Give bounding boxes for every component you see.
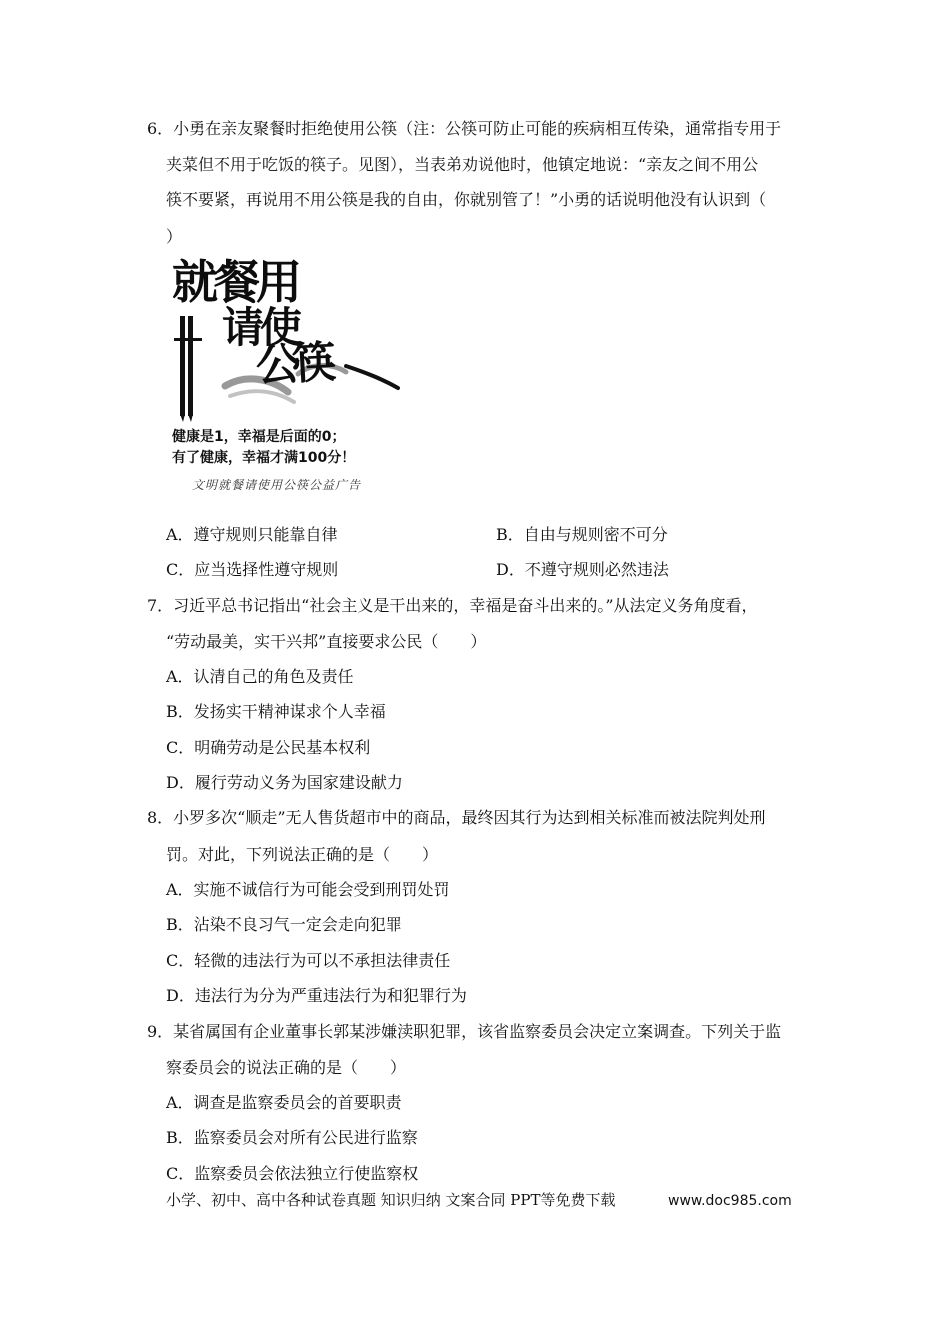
poster-caption-2: 有了健康，幸福才满100分！ [172,450,356,466]
public-chopsticks-poster [170,256,420,506]
q8-option-b[interactable]: B．沾染不良习气一定会走向犯罪 [166,915,402,934]
q7-option-c[interactable]: C．明确劳动是公民基本权利 [166,738,371,757]
q6-stem-line-2: 夹菜但不用于吃饭的筷子。见图），当表弟劝说他时，他镇定地说：“亲友之间不用公 [166,155,759,174]
q8-stem-line-1: 8．小罗多次“顺走”无人售货超市中的商品，最终因其行为达到相关标准而被法院判处刑 [147,808,766,827]
q6-stem-line-3: 筷不要紧，再说用不用公筷是我的自由，你就别管了！”小勇的话说明他没有认识到（ [166,190,767,209]
q7-option-b[interactable]: B．发扬实干精神谋求个人幸福 [166,702,386,721]
poster-caption-1: 健康是1，幸福是后面的0； [172,429,346,445]
q9-stem-line-2: 察委员会的说法正确的是（ ） [166,1058,407,1077]
footer-link[interactable]: www.doc985.com [668,1193,792,1209]
q6-stem-line-1: 6．小勇在亲友聚餐时拒绝使用公筷（注：公筷可防止可能的疾病相互传染，通常指专用于 [147,119,782,138]
q6-option-d[interactable]: D．不遵守规则必然违法 [496,560,669,579]
q7-option-a[interactable]: A．认清自己的角色及责任 [166,667,354,686]
q8-option-d[interactable]: D．违法行为分为严重违法行为和犯罪行为 [166,986,467,1005]
q7-stem-line-2: “劳动最美，实干兴邦”直接要求公民（ ） [166,632,487,651]
poster-brush-title-1: 就餐用 [172,255,298,309]
q7-option-d[interactable]: D．履行劳动义务为国家建设献力 [166,773,403,792]
poster-brush-title-2: 请使 [222,303,299,352]
q9-option-b[interactable]: B．监察委员会对所有公民进行监察 [166,1128,418,1147]
q7-stem-line-1: 7．习近平总书记指出“社会主义是干出来的，幸福是奋斗出来的。”从法定义务角度看， [147,596,758,615]
q8-option-c[interactable]: C．轻微的违法行为可以不承担法律责任 [166,951,451,970]
q8-stem-line-2: 罚。对此，下列说法正确的是（ ） [166,845,439,864]
q8-option-a[interactable]: A．实施不诚信行为可能会受到刑罚处罚 [166,880,450,899]
poster-brush-title-3: 公筷 [254,337,330,392]
q9-option-c[interactable]: C．监察委员会依法独立行使监察权 [166,1164,419,1183]
q9-stem-line-1: 9．某省属国有企业董事长郭某涉嫌渎职犯罪，该省监察委员会决定立案调查。下列关于监 [147,1022,782,1041]
q6-option-b[interactable]: B．自由与规则密不可分 [496,525,668,544]
q6-option-c[interactable]: C．应当选择性遵守规则 [166,560,339,579]
q6-stem-line-4: ） [166,227,183,246]
q6-option-a[interactable]: A．遵守规则只能靠自律 [166,525,338,544]
q9-option-a[interactable]: A．调查是监察委员会的首要职责 [166,1093,402,1112]
footer-text: 小学、初中、高中各种试卷真题 知识归纳 文案合同 PPT等免费下载 [166,1191,616,1209]
poster-caption-3: 文明就餐请使用公筷公益广告 [192,478,362,492]
